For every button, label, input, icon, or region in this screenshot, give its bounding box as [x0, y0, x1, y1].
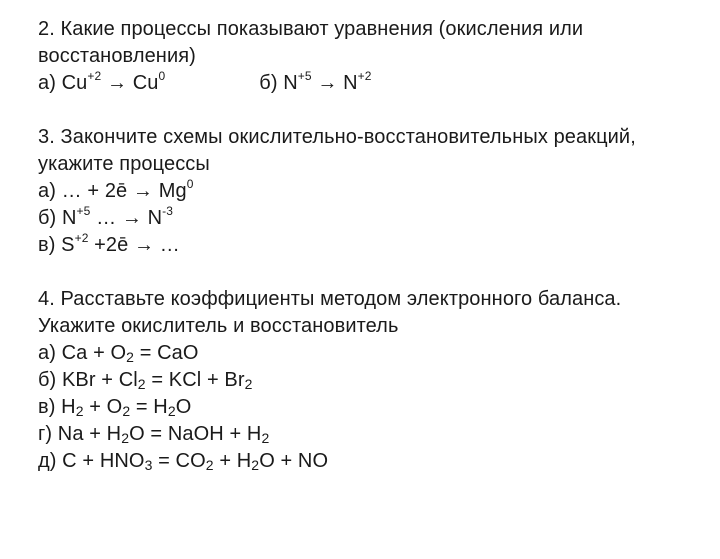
task2-item-a: а) $Cu^{+2} \to Cu^0$ [38, 69, 166, 94]
task4-equation-d: д) $C + HNO_3 = CO_2 + H_2O$ + NO [38, 450, 329, 473]
task2-heading-line2: восстановления) [38, 45, 196, 67]
task3-heading-line2: укажите процессы [38, 153, 210, 175]
worksheet [38, 16, 708, 475]
task4-equation-a: а) $Ca + O_2$ = CaO [38, 342, 199, 365]
task3-item-b: б) $N^{+5}$ … → $N^{-3}$ [38, 204, 173, 229]
task2-heading-line1: 2. Какие процессы показывают уравнения (окисления или [38, 18, 584, 40]
task3-heading-line1: 3. Закончите схемы окислительно-восстановительных реакций, [38, 126, 636, 148]
task4-equation-v: в) $H_2 + O_2 = H_2O$ [38, 396, 192, 419]
task2-item-b: б) $N^{+5} \to N^{+2}$ [259, 69, 372, 94]
task4-equation-g: г) $Na + H_2O$ = NaOH + $H_2$ [38, 423, 270, 446]
task4-equation-b: б) KBr + $Cl_2$ = KCl + $Br_2$ [38, 369, 253, 392]
task3-item-v: в) $S^{+2}$ +2ē → … [38, 231, 180, 256]
task2-items [38, 70, 708, 97]
task4-heading-line1: 4. Расставьте коэффициенты методом электронного баланса. [38, 288, 622, 310]
task4-heading-line2: Укажите окислитель и восстановитель [38, 315, 399, 337]
task3-item-a: а) … + 2ē → $Mg^0$ [38, 177, 194, 202]
